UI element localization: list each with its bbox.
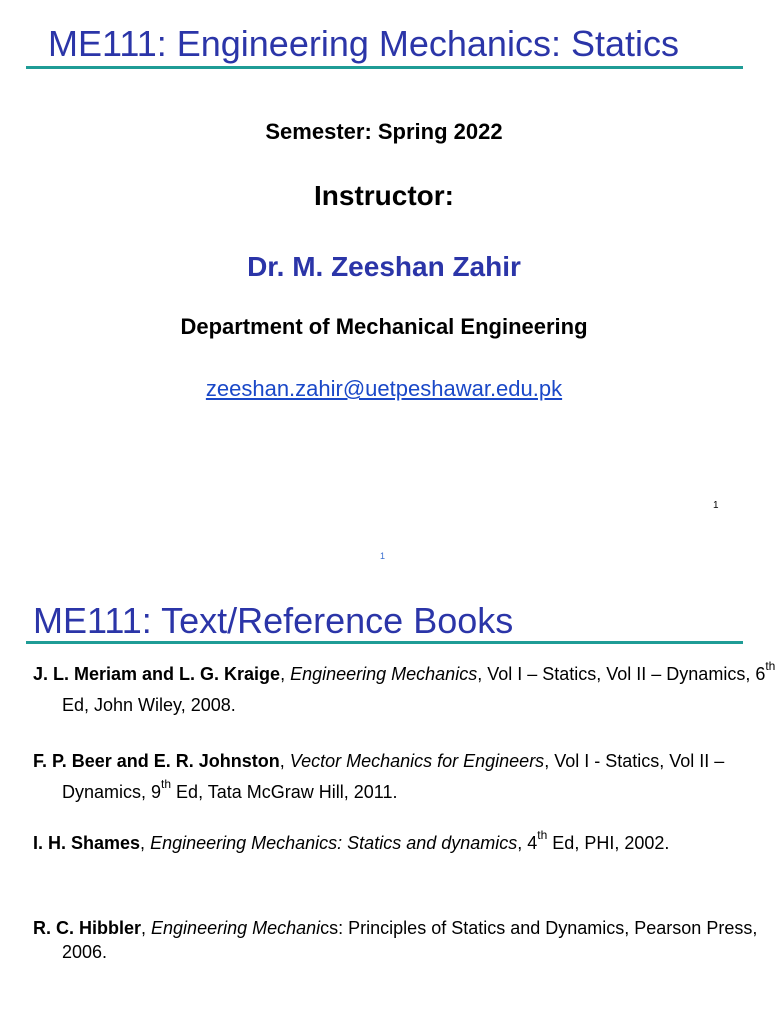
list-item [33, 828, 777, 855]
book-publisher: Ed, John Wiley, 2008. [62, 695, 236, 715]
book-title: Engineering Mechani [151, 918, 321, 938]
book-authors: R. C. Hibbler [33, 918, 142, 938]
book-title: Vector Mechanics for Engineers [289, 751, 545, 771]
book-publisher: Ed, PHI, 2002. [547, 833, 670, 853]
email-link[interactable]: zeeshan.zahir@uetpeshawar.edu.pk [205, 376, 563, 401]
list-item [33, 916, 777, 964]
semester-text: Semester: Spring 2022 [265, 119, 503, 144]
book-title: Engineering Mechanics: Statics and dynamics [150, 833, 518, 853]
book-separator: , [141, 918, 152, 938]
department-name: Department of Mechanical Engineering [180, 314, 588, 339]
instructor-name: Dr. M. Zeeshan Zahir [247, 251, 521, 282]
slide-title: ME111: Text/Reference Books [33, 600, 514, 641]
title-underline [26, 641, 743, 644]
edition-suffix: th [161, 777, 172, 791]
book-separator: , [280, 664, 291, 684]
instructor-label: Instructor: [314, 180, 454, 211]
book-authors: J. L. Meriam and L. G. Kraige [33, 664, 281, 684]
list-item [33, 659, 777, 721]
book-authors: F. P. Beer and E. R. Johnston [33, 751, 280, 771]
book-details: , 4 [517, 833, 538, 853]
page-number: 1 [713, 500, 719, 511]
slide-title: ME111: Engineering Mechanics: Statics [48, 23, 679, 64]
book-details: cs: Principles of Statics and Dynamics, Pearson Press, 2006. [62, 918, 758, 962]
edition-suffix: th [765, 659, 776, 673]
references-slide [0, 575, 776, 1024]
book-title: Engineering Mechanics [290, 664, 478, 684]
book-separator: , [279, 751, 290, 771]
book-details: , Vol I - Statics, Vol II – Dynamics, 9 [62, 751, 725, 802]
book-separator: , [140, 833, 151, 853]
slide-number: 1 [380, 551, 386, 561]
book-publisher: Ed, Tata McGraw Hill, 2011. [171, 782, 398, 802]
book-authors: I. H. Shames [33, 833, 141, 853]
list-item [33, 746, 777, 808]
edition-suffix: th [537, 828, 548, 842]
title-underline [26, 66, 743, 69]
book-details: , Vol I – Statics, Vol II – Dynamics, 6 [477, 664, 766, 684]
